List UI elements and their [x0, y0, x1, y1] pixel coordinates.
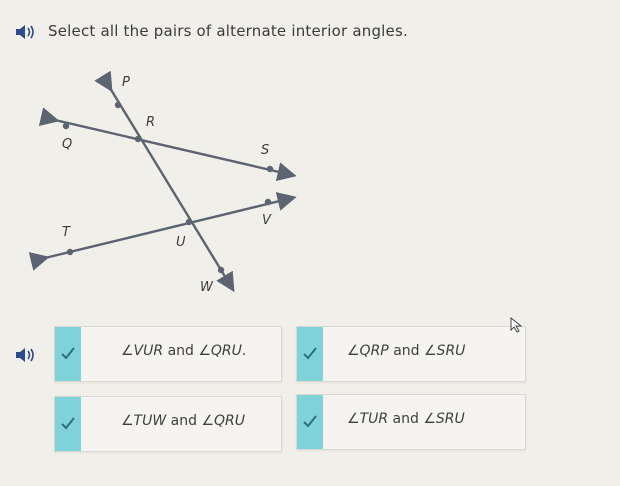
label-w: W [200, 280, 213, 295]
angle-first: ∠TUW [121, 413, 167, 429]
checkbox-selected[interactable] [55, 327, 81, 381]
check-icon [60, 416, 76, 430]
point-r [135, 136, 141, 142]
mouse-cursor-icon [510, 317, 524, 333]
point-w [218, 267, 224, 273]
checkbox-selected[interactable] [55, 397, 81, 451]
question-prompt: Select all the pairs of alternate interior angles. [48, 22, 408, 40]
connector: and [170, 413, 197, 429]
angle-second: ∠SRU [423, 411, 465, 427]
label-t: T [62, 225, 70, 240]
label-r: R [146, 115, 156, 130]
checkbox-selected[interactable] [297, 395, 323, 449]
answer-choice-1[interactable] [54, 326, 282, 382]
label-s: S [261, 143, 270, 158]
answer-choice-3[interactable] [54, 396, 282, 452]
answer-choice-2[interactable] [296, 326, 526, 382]
choice-label [347, 343, 465, 359]
point-t [67, 249, 73, 255]
point-v [265, 199, 271, 205]
point-q [63, 123, 69, 129]
check-icon [302, 346, 318, 360]
choice-label [121, 343, 246, 359]
line-tuv [45, 198, 292, 258]
label-v: V [262, 213, 271, 228]
angle-first: ∠QRP [347, 343, 389, 359]
connector: and [167, 343, 194, 359]
line-qrs [55, 120, 292, 175]
angle-first: ∠VUR [121, 343, 164, 359]
connector: and [392, 411, 419, 427]
point-p [115, 102, 121, 108]
speaker-icon[interactable] [14, 346, 36, 364]
connector: and [393, 343, 420, 359]
checkbox-selected[interactable] [297, 327, 323, 381]
angle-second: ∠QRU [198, 343, 242, 359]
answer-choice-4[interactable] [296, 394, 526, 450]
label-u: U [176, 235, 186, 250]
transversal-pw [110, 88, 232, 288]
label-q: Q [62, 137, 73, 152]
choice-label [347, 411, 465, 427]
angle-second: ∠QRU [201, 413, 245, 429]
point-u [186, 219, 192, 225]
check-icon [60, 346, 76, 360]
choice-label [121, 413, 245, 429]
point-s [267, 166, 273, 172]
angle-first: ∠TUR [347, 411, 389, 427]
trailing: . [241, 343, 247, 359]
check-icon [302, 414, 318, 428]
angle-second: ∠SRU [424, 343, 466, 359]
label-p: P [122, 75, 130, 90]
